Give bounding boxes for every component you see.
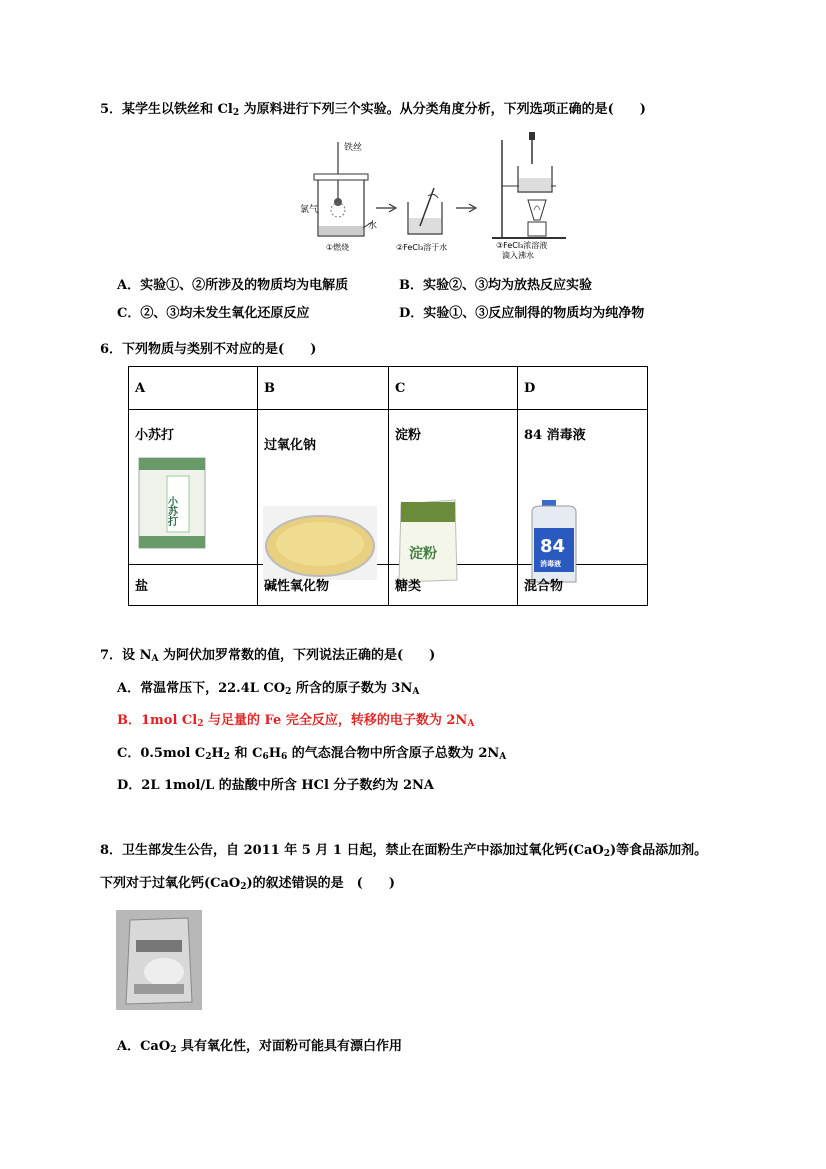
q5-option-b: B．实验②、③均为放热反应实验 <box>399 278 592 293</box>
col-header-a: A <box>135 381 146 396</box>
svg-text:淀粉: 淀粉 <box>409 546 437 562</box>
category-a: 盐 <box>135 579 149 594</box>
substance-name-c: 淀粉 <box>395 428 422 443</box>
q7-option-a: A．常温常压下，22.4L $CO_2$ 所含的原子数为 $3N_A$ <box>117 681 420 697</box>
calcium-peroxide-package-image <box>116 910 202 1010</box>
q8-stem-line2: 下列对于过氧化钙(CaO$_2$)的叙述错误的是 ( ) <box>100 876 395 892</box>
svg-text:氯气: 氯气 <box>300 205 319 215</box>
beaker-icon <box>408 188 442 234</box>
baking-soda-bag-image <box>137 454 207 552</box>
col-header-d: D <box>524 381 536 396</box>
svg-text:②FeCl₃溶于水: ②FeCl₃溶于水 <box>396 243 448 252</box>
category-d: 混合物 <box>524 579 564 594</box>
svg-text:水: 水 <box>368 221 378 231</box>
burning-jar-icon <box>314 142 372 236</box>
svg-text:消毒液: 消毒液 <box>540 560 561 568</box>
arrow-right-icon <box>456 204 476 212</box>
q8-option-a: A．CaO$_2$ 具有氧化性，对面粉可能具有漂白作用 <box>117 1039 402 1055</box>
substance-name-d: 84 消毒液 <box>524 428 586 443</box>
q5-option-d: D．实验①、③反应制得的物质均为纯净物 <box>399 306 645 321</box>
q7-stem: 7．设 $N_A$ 为阿伏加罗常数的值，下列说法正确的是( ) <box>100 648 436 664</box>
q7-option-c: C．0.5mol $C_2H_2$ 和 $C_6H_6$ 的气态混合物中所含原子总数为 $2N_A$ <box>117 746 507 762</box>
svg-text:滴入沸水: 滴入沸水 <box>502 251 534 260</box>
q7-option-d: D．2L 1mol/L 的盐酸中所含 HCl 分子数约为 2NA <box>117 778 434 793</box>
heating-stand-icon <box>492 132 566 238</box>
table-row <box>129 410 648 565</box>
q5-option-c: C．②、③均未发生氧化还原反应 <box>117 306 310 321</box>
q6-stem: 6．下列物质与类别不对应的是( ) <box>100 342 317 357</box>
arrow-right-icon <box>376 204 396 212</box>
q5-option-a: A．实验①、②所涉及的物质均为电解质 <box>117 278 349 293</box>
table-row <box>129 565 648 606</box>
q6-table <box>128 366 648 606</box>
category-c: 糖类 <box>395 579 422 594</box>
svg-text:铁丝: 铁丝 <box>344 143 363 153</box>
table-row <box>129 367 648 410</box>
q7-option-b-answer: B．1mol $Cl_2$ 与足量的 Fe 完全反应，转移的电子数为 $2N_A$ <box>117 713 475 729</box>
svg-text:③FeCl₃浓溶液: ③FeCl₃浓溶液 <box>496 241 548 250</box>
col-header-b: B <box>264 381 275 396</box>
svg-text:小苏打: 小苏打 <box>165 496 177 526</box>
category-b: 碱性氧化物 <box>264 579 330 594</box>
q5-stem: 5．某学生以铁丝和 $Cl_2$ 为原料进行下列三个实验。从分类角度分析，下列选项正确的是( ) <box>100 102 646 118</box>
substance-name-a: 小苏打 <box>135 428 175 443</box>
q5-apparatus-figure <box>296 130 606 260</box>
svg-text:84: 84 <box>540 536 566 557</box>
svg-text:①燃烧: ①燃烧 <box>326 243 350 252</box>
q8-stem-line1: 8．卫生部发生公告，自 2011 年 5 月 1 日起，禁止在面粉生产中添加过氧化钙(CaO$_2$)等食品添加剂。 <box>100 843 708 859</box>
substance-name-b: 过氧化钠 <box>264 438 317 453</box>
col-header-c: C <box>395 381 406 396</box>
